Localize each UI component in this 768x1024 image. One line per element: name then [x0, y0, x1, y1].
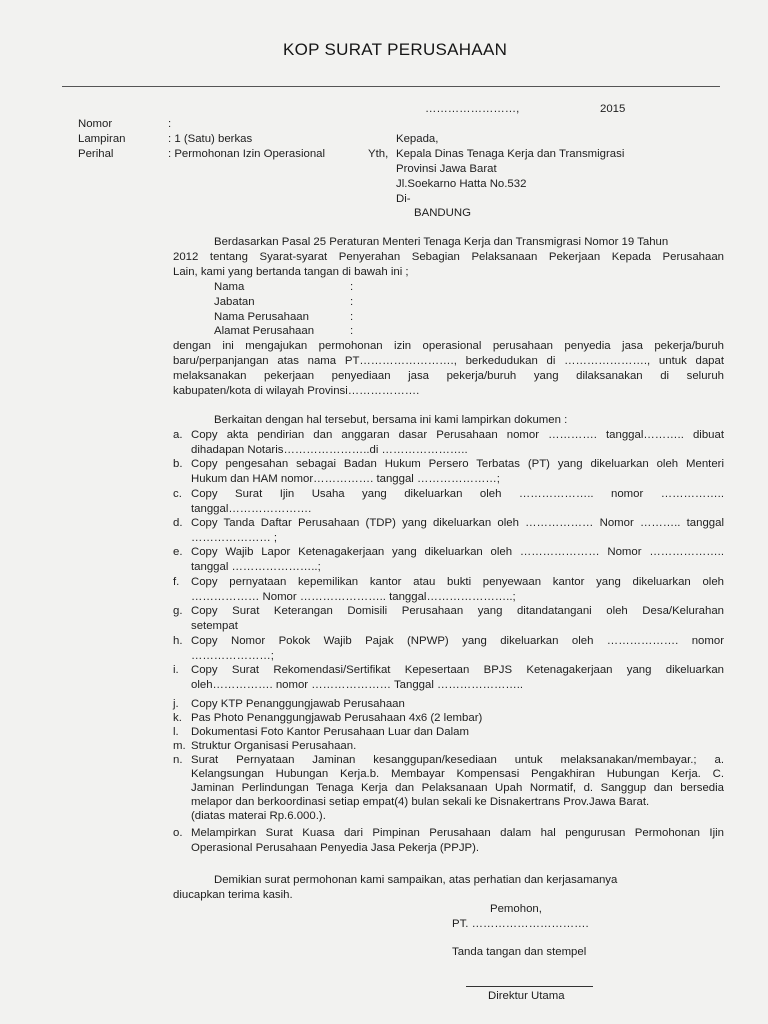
item-line: Copy Surat Rekomendasi/Sertifikat Kepesertaan BPJS Ketenagakerjaan yang dikeluarkan	[191, 664, 724, 676]
signature-pemohon: Pemohon,	[490, 903, 542, 915]
signature-stamp-note: Tanda tangan dan stempel	[452, 946, 587, 958]
perihal-label: Perihal	[78, 148, 114, 160]
item-line: ………………… ;	[191, 532, 278, 544]
item-line: Pas Photo Penanggungjawab Perusahaan 4x6 (2 lembar)	[191, 712, 483, 724]
attach-intro: Berkaitan dengan hal tersebut, bersama ini kami lampirkan dokumen :	[214, 414, 568, 426]
item-line: tanggal …………………..;	[191, 561, 321, 573]
recipient-line1: Kepala Dinas Tenaga Kerja dan Transmigrasi	[396, 148, 625, 160]
item-letter: a.	[173, 429, 183, 441]
item-line: oleh……………. nomor ………………… Tanggal …………………..	[191, 679, 524, 691]
item-line: Copy pernyataan kepemilikan kantor atau bukti penyewaan kantor yang dikeluarkan oleh	[191, 576, 724, 588]
field-colon-jabatan: :	[350, 296, 354, 308]
closing-line-1: Demikian surat permohonan kami sampaikan, atas perhatian dan kerjasamanya	[214, 874, 618, 886]
item-line: Copy Tanda Daftar Perusahaan (TDP) yang dikeluarkan oleh ……………… Nomor ……….. tanggal	[191, 517, 724, 529]
nomor-value: :	[168, 118, 172, 130]
closing-line-2: diucapkan terima kasih.	[173, 889, 293, 901]
item-line: dihadapan Notaris…………………..di …………………..	[191, 444, 468, 456]
item-line: tanggal………………….	[191, 503, 312, 515]
item-line: (diatas materai Rp.6.000.).	[191, 810, 326, 822]
item-letter: m.	[173, 740, 186, 752]
field-colon-nama-perusahaan: :	[350, 311, 354, 323]
item-line: setempat	[191, 620, 238, 632]
recipient-yth: Yth,	[368, 148, 389, 160]
item-letter: h.	[173, 635, 183, 647]
field-label-alamat-perusahaan: Alamat Perusahaan	[214, 325, 315, 337]
date-place: ……………………,	[425, 103, 520, 115]
letterhead-title: KOP SURAT PERUSAHAAN	[283, 40, 508, 59]
intro-line-1: Berdasarkan Pasal 25 Peraturan Menteri Tenaga Kerja dan Transmigrasi Nomor 19 Tahun	[214, 236, 669, 248]
intro-line-2: 2012 tentang Syarat-syarat Penyerahan Sebagian Pelaksanaan Pekerjaan Kepada Perusahaan	[173, 251, 724, 263]
signature-pt: PT. ………………………….	[452, 918, 589, 930]
request-line-1: dengan ini mengajukan permohonan izin operasional perusahaan penyedia jasa pekerja/buruh	[173, 340, 724, 352]
field-label-nama: Nama	[214, 281, 245, 293]
item-line: Kelangsungan Hubungan Kerja.b. Membayar Kompensasi Pengakhiran Hubungan Kerja. C.	[191, 768, 724, 780]
item-line: Copy Surat Keterangan Domisili Perusahaan yang ditandatangani oleh Desa/Kelurahan	[191, 605, 724, 617]
item-line: melapor dan berkoordinasi setiap empat(4) bulan sekali ke Disnakertrans Prov.Jawa Barat.	[191, 796, 650, 808]
item-letter: l.	[173, 726, 179, 738]
letterhead-divider	[62, 86, 720, 87]
signature-line	[466, 986, 593, 987]
item-letter: i.	[173, 664, 179, 676]
field-colon-alamat-perusahaan: :	[350, 325, 354, 337]
item-line: Melampirkan Surat Kuasa dari Pimpinan Perusahaan dalam hal pengurusan Permohonan Ijin	[191, 827, 724, 839]
item-line: Jaminan Perlindungan Tenaga Kerja dan Pelaksanaan Upah Normatif, d. Sanggup dan bersedia	[191, 782, 724, 794]
item-line: Hukum dan HAM nomor……………. tanggal …………………;	[191, 473, 500, 485]
item-letter: d.	[173, 517, 183, 529]
intro-line-3: Lain, kami yang bertanda tangan di bawah ini ;	[173, 266, 409, 278]
recipient-kepada: Kepada,	[396, 133, 439, 145]
recipient-line3: Jl.Soekarno Hatta No.532	[396, 178, 527, 190]
signature-title: Direktur Utama	[488, 990, 565, 1002]
item-letter: k.	[173, 712, 182, 724]
request-line-4: kabupaten/kota di wilayah Provinsi……………….	[173, 385, 420, 397]
item-letter: o.	[173, 827, 183, 839]
item-line: ……………… Nomor ………………….. tanggal…………………..;	[191, 591, 516, 603]
item-letter: n.	[173, 754, 183, 766]
item-letter: j.	[173, 698, 179, 710]
item-line: Surat Pernyataan Jaminan kesanggupan/kesediaan untuk melaksanakan/membayar.; a.	[191, 754, 724, 766]
recipient-line2: Provinsi Jawa Barat	[396, 163, 497, 175]
field-label-jabatan: Jabatan	[214, 296, 255, 308]
item-line: Copy Nomor Pokok Wajib Pajak (NPWP) yang dikeluarkan oleh ………………. nomor	[191, 635, 724, 647]
request-line-2: baru/perpanjangan atas nama PT……………………., berkedudukan di …………………., untuk dapat	[173, 355, 724, 367]
item-letter: b.	[173, 458, 183, 470]
item-line: Struktur Organisasi Perusahaan.	[191, 740, 357, 752]
item-letter: f.	[173, 576, 180, 588]
nomor-label: Nomor	[78, 118, 113, 130]
item-line: Operasional Perusahaan Penyedia Jasa Pekerja (PPJP).	[191, 842, 480, 854]
recipient-city: BANDUNG	[414, 207, 471, 219]
item-line: Copy pengesahan sebagai Badan Hukum Persero Terbatas (PT) yang dikeluarkan oleh Menteri	[191, 458, 724, 470]
item-line: Copy KTP Penanggungjawab Perusahaan	[191, 698, 405, 710]
lampiran-value: : 1 (Satu) berkas	[168, 133, 253, 145]
item-line: Copy Wajib Lapor Ketenagakerjaan yang dikeluarkan oleh ………………… Nomor ………………..	[191, 546, 724, 558]
field-colon-nama: :	[350, 281, 354, 293]
date-year: 2015	[600, 103, 626, 115]
item-letter: e.	[173, 546, 183, 558]
item-letter: c.	[173, 488, 182, 500]
item-line: Copy akta pendirian dan anggaran dasar Perusahaan nomor …………. tanggal……….. dibuat	[191, 429, 724, 441]
field-label-nama-perusahaan: Nama Perusahaan	[214, 311, 309, 323]
lampiran-label: Lampiran	[78, 133, 126, 145]
request-line-3: melaksanakan pekerjaan penyediaan jasa pekerja/buruh yang dilaksanakan di seluruh	[173, 370, 724, 382]
perihal-value: : Permohonan Izin Operasional	[168, 148, 326, 160]
item-line: …………………;	[191, 650, 274, 662]
item-line: Dokumentasi Foto Kantor Perusahaan Luar dan Dalam	[191, 726, 469, 738]
recipient-di: Di-	[396, 193, 411, 205]
item-letter: g.	[173, 605, 183, 617]
item-line: Copy Surat Ijin Usaha yang dikeluarkan oleh ……………….. nomor ……………..	[191, 488, 724, 500]
